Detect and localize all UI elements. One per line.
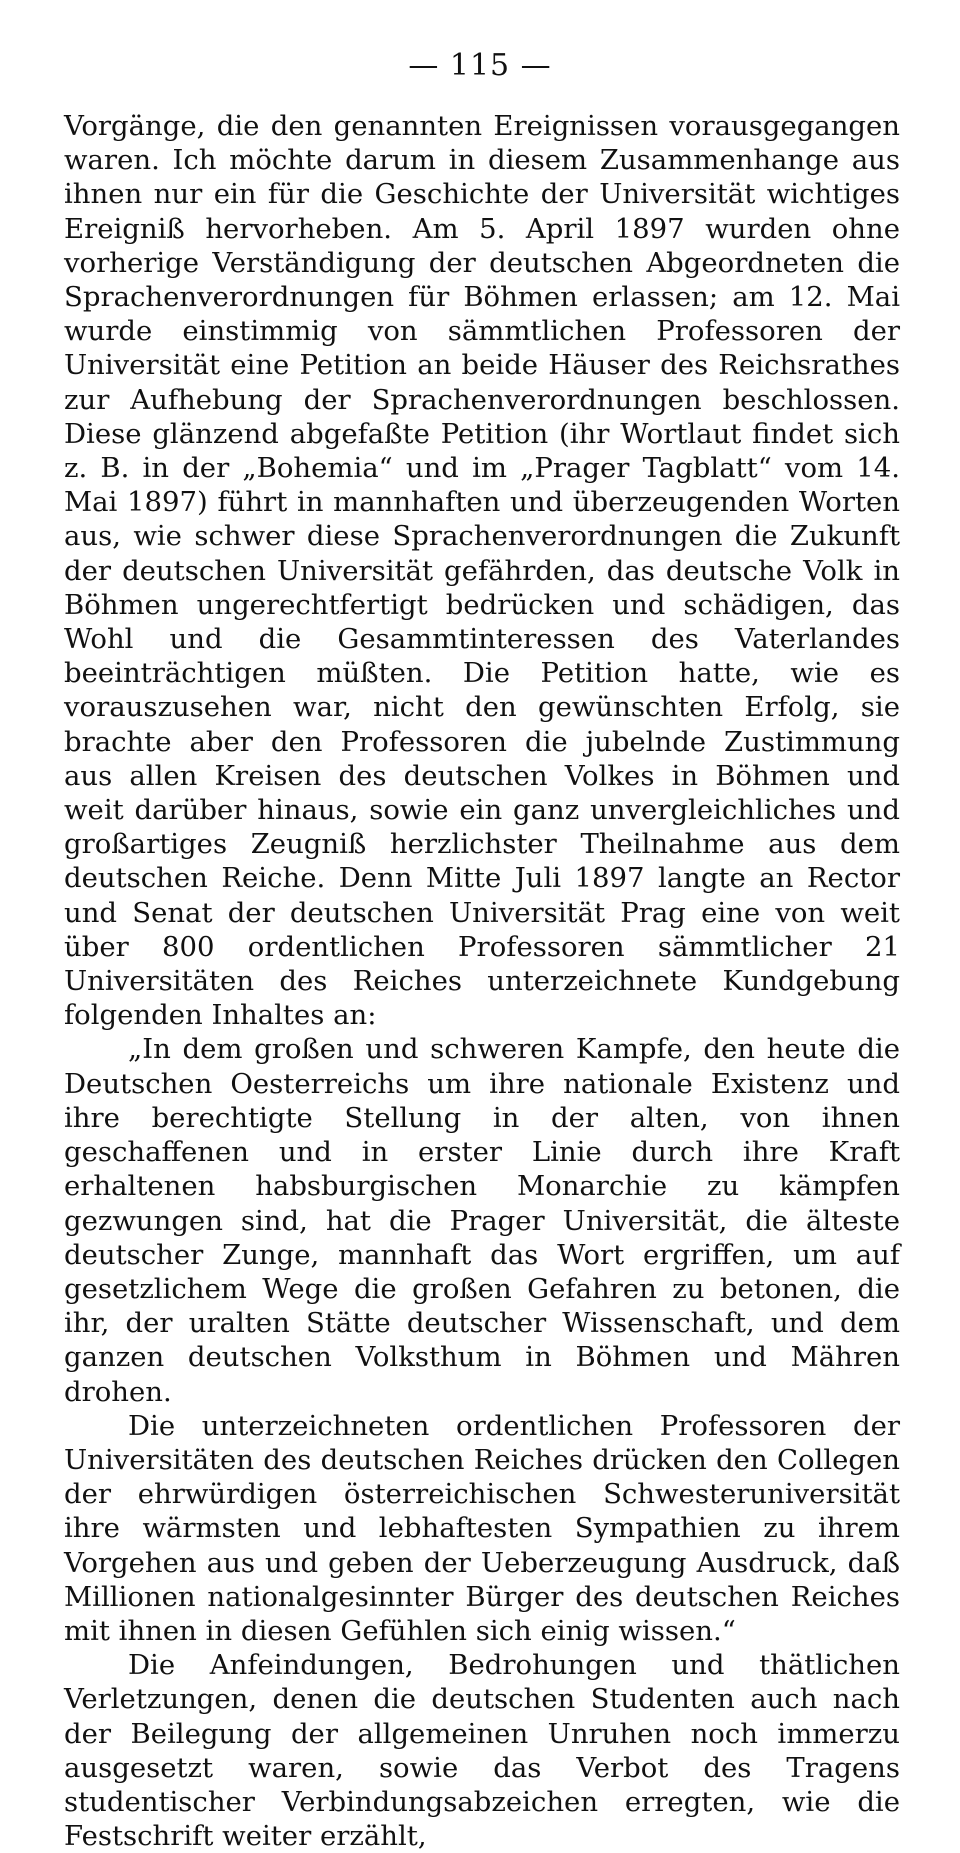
paragraph-student-hostilities: Die Anfeindungen, Bedrohungen und thätlichen Verletzungen, denen die deutschen Studenten auch nach der Beilegung der allgemeinen Unruhen noch immerzu ausgesetzt waren, sowie das Verbot des Tragens studentischer Verbindungsabzeichen erregten, wie die Festschrift weiter erzählt, bbox=[64, 1649, 900, 1853]
page-number: — 115 — bbox=[408, 48, 552, 83]
quoted-declaration-part-2: Die unterzeichneten ordentlichen Professoren der Universitäten des deutschen Reiches drücken den Collegen der ehrwürdigen österreichischen Schwesteruniversität ihre wärmsten und lebhaftesten Sympathien zu ihrem Vorgehen aus und geben der Ueberzeugung Ausdruck, daß Millionen nationalgesinnter Bürger des deutschen Reiches mit ihnen in diesen Gefühlen sich einig wissen.“ bbox=[64, 1409, 900, 1647]
page-body bbox=[64, 109, 900, 1853]
paragraph-petition-history: Vorgänge, die den genannten Ereignissen vorausgegangen waren. Ich möchte darum in diesem Zusammenhange aus ihnen nur ein für die Geschichte der Universität wichtiges Ereigniß hervorheben. Am 5. April 1897 wurden ohne vorherige Verständigung der deutschen Abgeordneten die Sprachenverordnungen für Böhmen erlassen; am 12. Mai wurde einstimmig von sämmtlichen Professoren der Universität eine Petition an beide Häuser des Reichsrathes zur Aufhebung der Sprachenverordnungen beschlossen. Diese glänzend abgefaßte Petition (ihr Wortlaut findet sich z. B. in der „Bohemia“ und im „Prager Tagblatt“ vom 14. Mai 1897) führt in mannhaften und überzeugenden Worten aus, wie schwer diese Sprachenverordnungen die Zukunft der deutschen Universität gefährden, das deutsche Volk in Böhmen ungerechtfertigt bedrücken und schädigen, das Wohl und die Gesammtinteressen des Vaterlandes beeinträchtigen müßten. Die Petition hatte, wie es vorauszusehen war, nicht den gewünschten Erfolg, sie brachte aber den Professoren die jubelnde Zustimmung aus allen Kreisen des deutschen Volkes in Böhmen und weit darüber hinaus, sowie ein ganz unvergleichliches und großartiges Zeugniß herzlichster Theilnahme aus dem deutschen Reiche. Denn Mitte Juli 1897 langte an Rector und Senat der deutschen Universität Prag eine von weit über 800 ordentlichen Professoren sämmtlicher 21 Universitäten des Reiches unterzeichnete Kundgebung folgenden Inhaltes an: bbox=[64, 110, 900, 1032]
quoted-declaration-part-1: „In dem großen und schweren Kampfe, den heute die Deutschen Oesterreichs um ihre nationale Existenz und ihre berechtigte Stellung in der alten, von ihnen geschaffenen und in erster Linie durch ihre Kraft erhaltenen habsburgischen Monarchie zu kämpfen gezwungen sind, hat die Prager Universität, die älteste deutscher Zunge, mannhaft das Wort ergriffen, um auf gesetzlichem Wege die großen Gefahren zu betonen, die ihr, der uralten Stätte deutscher Wissenschaft, und dem ganzen deutschen Volksthum in Böhmen und Mähren drohen. bbox=[64, 1033, 900, 1408]
